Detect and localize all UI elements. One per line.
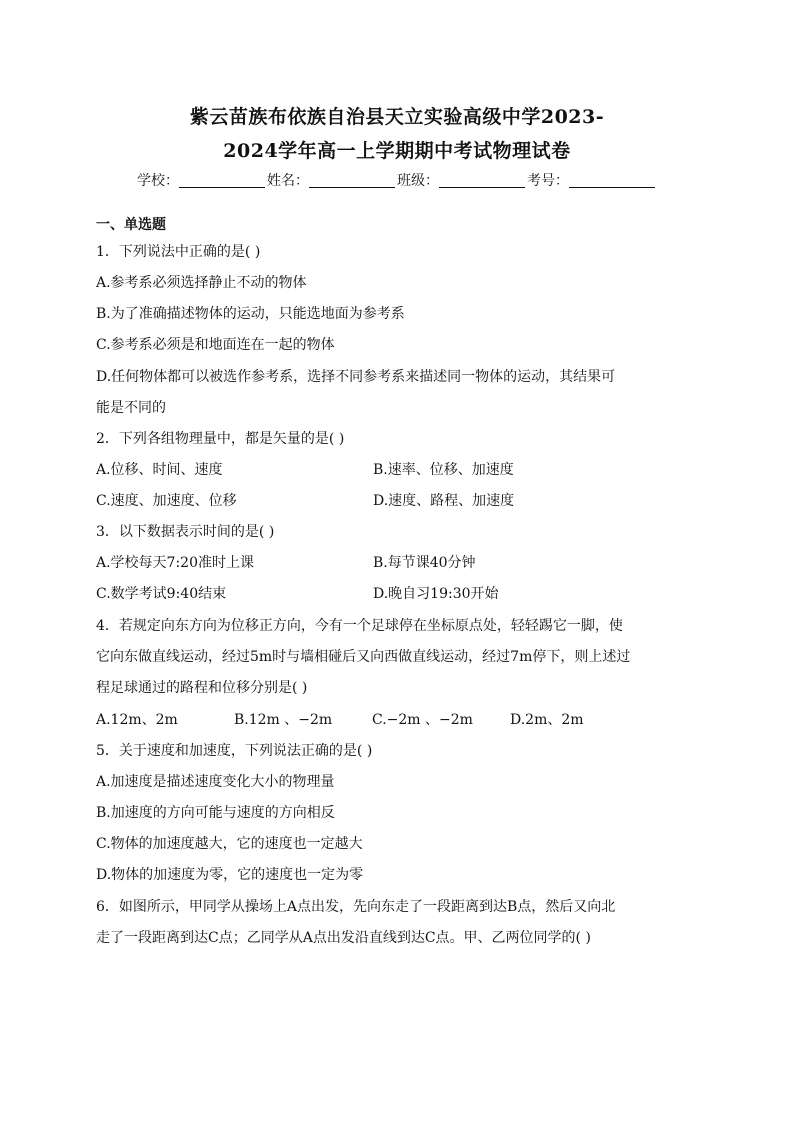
- question-1-stem: 1．下列说法中正确的是( ): [96, 244, 261, 260]
- question-1-option-c: C.参考系必须是和地面连在一起的物体: [96, 337, 335, 353]
- question-4-stem-line-3: 程足球通过的路程和位移分别是( ): [96, 680, 308, 696]
- question-5-option-c: C.物体的加速度越大，它的速度也一定越大: [96, 836, 363, 852]
- class-label: 班级：: [397, 173, 439, 189]
- question-5-option-b: B.加速度的方向可能与速度的方向相反: [96, 805, 335, 821]
- question-4-option-d: D.2m、2m: [510, 712, 584, 728]
- question-2-option-b: B.速率、位移、加速度: [373, 462, 514, 478]
- question-2-stem: 2．下列各组物理量中，都是矢量的是( ): [96, 431, 345, 447]
- student-info-row: [0, 170, 794, 190]
- question-6-stem-line-1: 6．如图所示，甲同学从操场上A点出发，先向东走了一段距离到达B点，然后又向北: [96, 899, 616, 915]
- name-blank: [309, 173, 395, 188]
- question-3-option-a: A.学校每天7:20准时上课: [96, 555, 254, 571]
- name-label: 姓名：: [267, 173, 309, 189]
- question-3-option-b: B.每节课40分钟: [373, 555, 476, 571]
- exam-number-label: 考号：: [527, 173, 569, 189]
- exam-title-line-2: 2024学年高一上学期期中考试物理试卷: [223, 140, 571, 162]
- question-4-stem-line-1: 4．若规定向东方向为位移正方向，今有一个足球停在坐标原点处，轻轻踢它一脚，使: [96, 618, 623, 634]
- exam-number-blank: [569, 173, 655, 188]
- class-blank: [439, 173, 525, 188]
- question-6-stem-line-2: 走了一段距离到达C点；乙同学从A点出发沿直线到达C点。甲、乙两位同学的( ): [96, 930, 591, 946]
- question-5-option-d: D.物体的加速度为零，它的速度也一定为零: [96, 867, 364, 883]
- question-3-option-c: C.数学考试9:40结束: [96, 586, 227, 602]
- question-1-option-b: B.为了准确描述物体的运动，只能选地面为参考系: [96, 306, 405, 322]
- question-3-stem: 3．以下数据表示时间的是( ): [96, 524, 275, 540]
- question-2-option-d: D.速度、路程、加速度: [373, 493, 515, 509]
- question-3-option-d: D.晚自习19:30开始: [373, 586, 499, 602]
- question-2-option-a: A.位移、时间、速度: [96, 462, 223, 478]
- question-1-option-a: A.参考系必须选择静止不动的物体: [96, 275, 307, 291]
- question-4-option-c: C.−2m 、−2m: [372, 712, 473, 728]
- question-1-option-d-line-1: D.任何物体都可以被选作参考系，选择不同参考系来描述同一物体的运动，其结果可: [96, 369, 616, 385]
- exam-title-line-1: 紫云苗族布依族自治县天立实验高级中学2023-: [189, 106, 605, 128]
- section-heading-single-choice: 一、单选题: [96, 217, 166, 233]
- school-label: 学校：: [137, 173, 179, 189]
- question-4-stem-line-2: 它向东做直线运动，经过5m时与墙相碰后又向西做直线运动，经过7m停下，则上述过: [96, 649, 631, 665]
- question-2-option-c: C.速度、加速度、位移: [96, 493, 237, 509]
- question-4-option-b: B.12m 、−2m: [234, 712, 333, 728]
- question-1-option-d-line-2: 能是不同的: [96, 400, 166, 416]
- school-blank: [179, 173, 265, 188]
- question-4-option-a: A.12m、2m: [96, 712, 178, 728]
- question-5-option-a: A.加速度是描述速度变化大小的物理量: [96, 774, 335, 790]
- question-5-stem: 5．关于速度和加速度，下列说法正确的是( ): [96, 743, 373, 759]
